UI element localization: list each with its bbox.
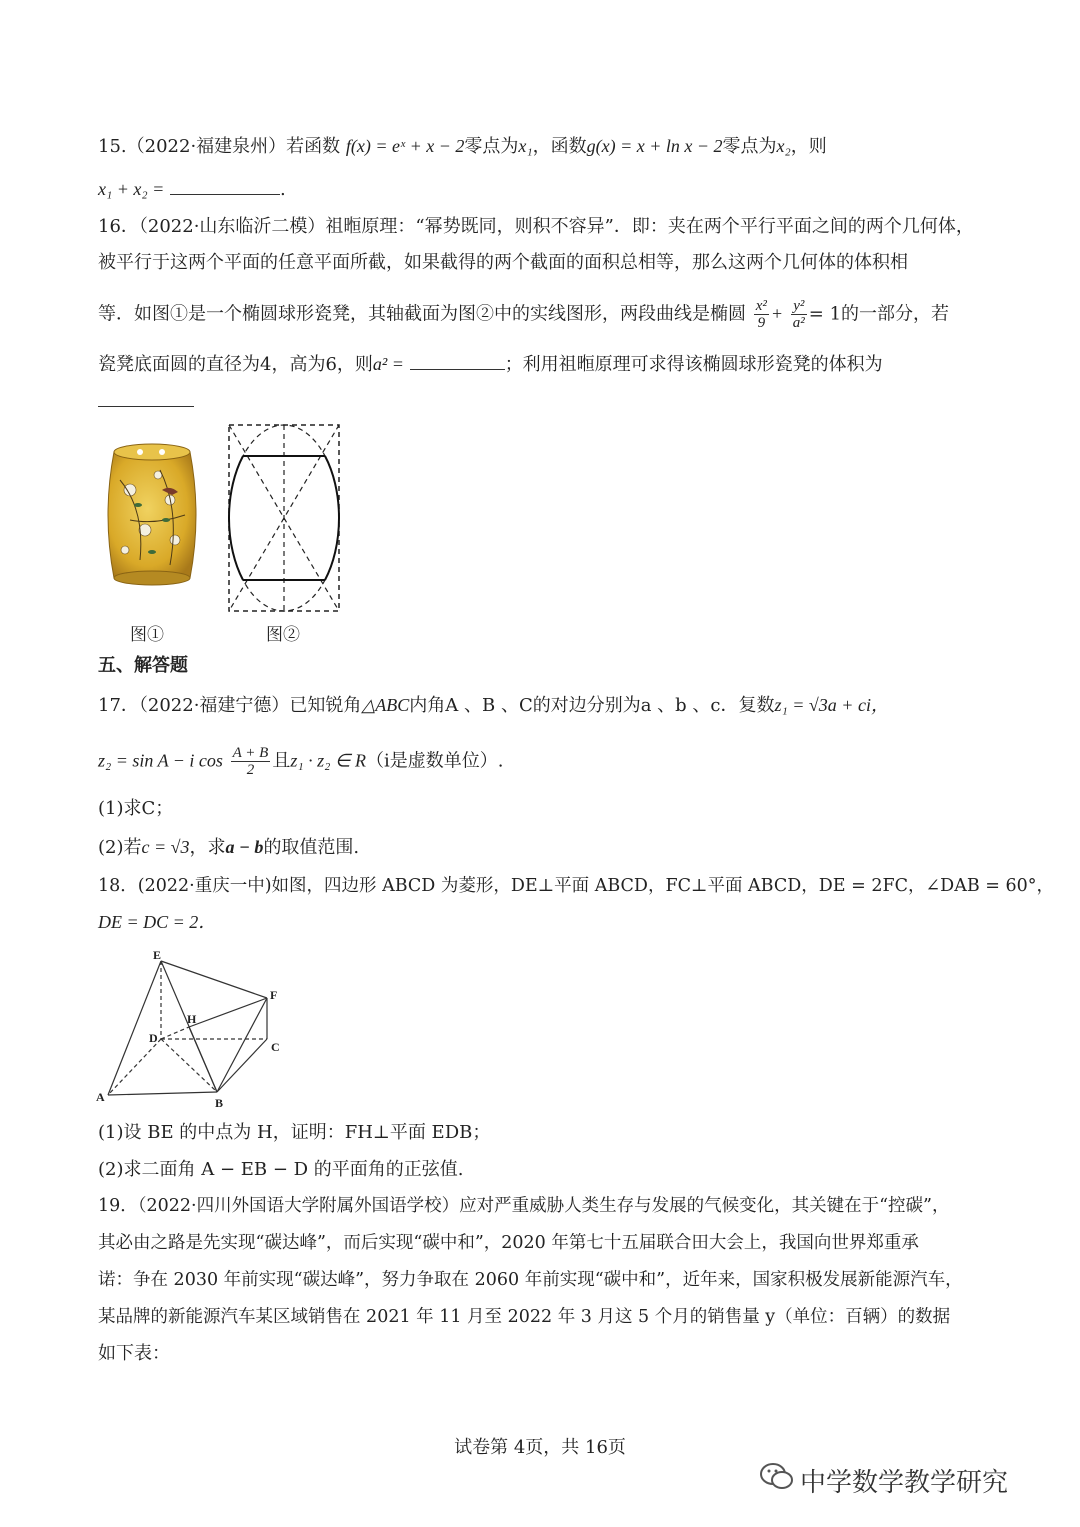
q18-part1: (1)设 BE 的中点为 H，证明：FH⊥平面 EDB； xyxy=(98,1122,491,1143)
axial-section-diagram xyxy=(225,423,343,615)
q16-line4: 瓷凳底面圆的直径为4，高为6，则a² = ；利用祖暅原理可求得该椭圆球形瓷凳的体积为 xyxy=(98,351,883,378)
porcelain-stool-image xyxy=(100,440,204,590)
section-heading: 五、解答题 xyxy=(98,655,188,676)
q17-line1: 17．（2022·福建宁德）已知锐角△ABC内角A 、B 、C的对边分别为a 、b 、c．复数z₁ = √3a + ci， xyxy=(98,695,889,716)
point-label-d: D xyxy=(149,1031,158,1045)
answer-blank xyxy=(170,176,280,195)
fraction-y2-a2: $\frac{\text{y²}}{\text{a²}}$ xyxy=(792,298,805,331)
page-footer: 试卷第 4页，共 16页 xyxy=(454,1437,626,1458)
answer-blank xyxy=(410,351,505,370)
q19-line4: 某品牌的新能源汽车某区域销售在 2021 年 11 月至 2022 年 3 月这 5 个月的销售量 y（单位：百辆）的数据 xyxy=(98,1307,951,1327)
point-label-c: C xyxy=(271,1040,280,1054)
answer-blank xyxy=(98,406,194,407)
figure-1-caption: 图① xyxy=(130,625,164,645)
q15-line2: x₁ + x₂ = . xyxy=(98,176,286,203)
fraction-x2-9: $\frac{\text{x²}}{9}$ xyxy=(755,298,767,331)
q15-line1: 15.（2022·福建泉州）若函数 f(x) = eˣ + x − 2零点为x₁，函数g(x) = x + ln x − 2零点为x₂，则 xyxy=(98,136,827,157)
q19-line5: 如下表： xyxy=(98,1343,170,1364)
q19-line2: 其必由之路是先实现“碳达峰”，而后实现“碳中和”，2020 年第七十五届联合田大会上，我国向世界郑重承 xyxy=(98,1233,919,1253)
point-label-f: F xyxy=(270,988,278,1002)
point-label-a: A xyxy=(96,1090,105,1104)
watermark-text: 中学数学教学研究 xyxy=(800,1468,1009,1498)
point-label-e: E xyxy=(153,948,162,962)
q18-geometry-diagram xyxy=(90,945,290,1110)
point-label-b: B xyxy=(215,1096,224,1110)
wechat-icon xyxy=(760,1462,794,1492)
q18-line2: DE = DC = 2． xyxy=(98,912,217,932)
point-label-h: H xyxy=(187,1012,197,1026)
q16-line2: 被平行于这两个平面的任意平面所截，如果截得的两个截面的面积总相等，那么这两个几何体的体积相 xyxy=(98,252,908,273)
q16-line3: 等．如图①是一个椭圆球形瓷凳，其轴截面为图②中的实线图形，两段曲线是椭圆 $\frac{\text{x²}}{9}$ + $\frac{\text{y²}}{\text{a²}}$ = 1的一部分，若 xyxy=(98,298,950,331)
q18-line1: 18．(2022·重庆一中)如图，四边形 ABCD 为菱形，DE⊥平面 ABCD，FC⊥平面 ABCD，DE = 2FC，∠DAB = 60°， xyxy=(98,876,1055,896)
fraction-a-plus-b-over-2: $\frac{A + B}{2}$ xyxy=(232,745,269,778)
q19-line1: 19．（2022·四川外国语大学附属外国语学校）应对严重威胁人类生存与发展的气候变化，其关键在于“控碳”， xyxy=(98,1196,950,1216)
q18-part2: (2)求二面角 A − EB − D 的平面角的正弦值. xyxy=(98,1159,464,1180)
q16-line1: 16．（2022·山东临沂二模）祖暅原理：“幂势既同，则积不容异”．即：夹在两个平行平面之间的两个几何体， xyxy=(98,216,974,237)
q19-line3: 诺：争在 2030 年前实现“碳达峰”，努力争取在 2060 年前实现“碳中和”，近年来，国家积极发展新能源汽车， xyxy=(98,1270,963,1290)
q17-line2: z₂ = sin A − i cos $\frac{A + B}{2}$ 且z₁ · z₂ ∈ R（i是虚数单位）. xyxy=(98,745,504,778)
figure-2-caption: 图② xyxy=(266,625,300,645)
q17-part2: (2)若c = √3，求a − b的取值范围. xyxy=(98,837,360,858)
q17-part1: (1)求C； xyxy=(98,798,174,819)
